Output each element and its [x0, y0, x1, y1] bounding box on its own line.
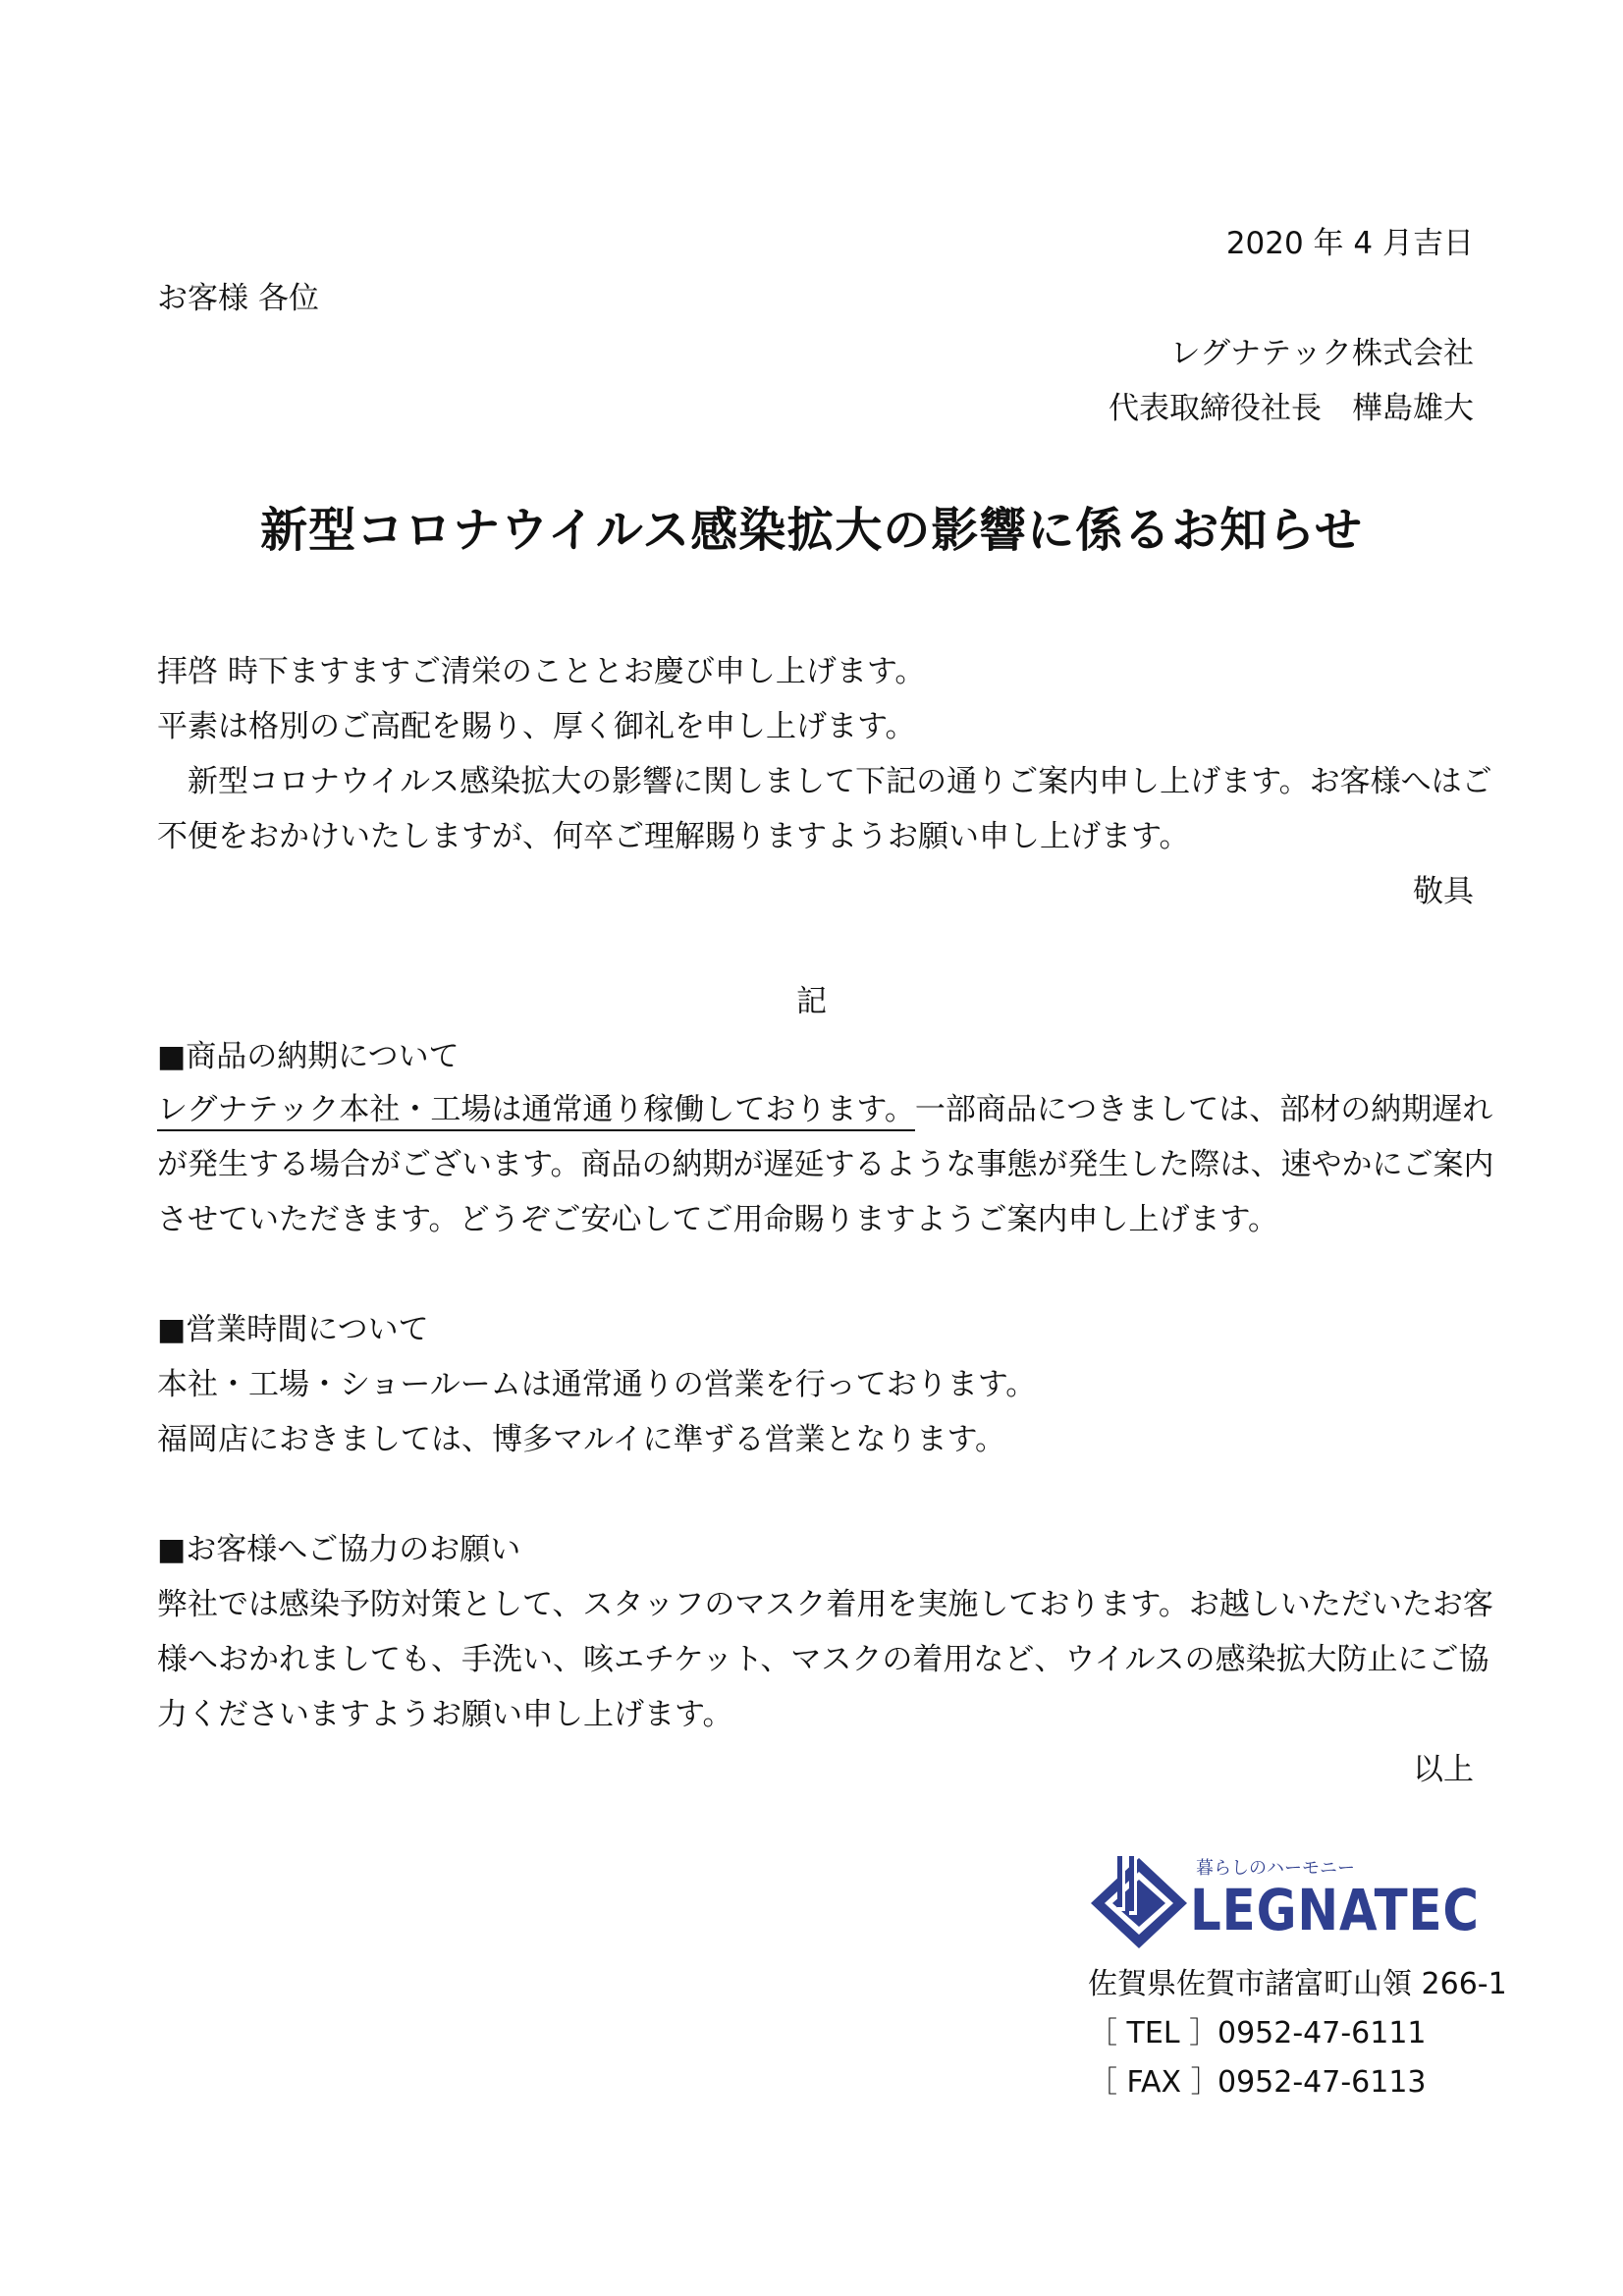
section-delivery-line-3: させていただきます。どうぞご安心してご用命賜りますようご案内申し上げます。 — [157, 1202, 1279, 1237]
fax-line — [1088, 2064, 1427, 2102]
logo-wordmark: LEGNATEC — [1190, 1877, 1480, 1943]
section-request-line-3: 力くださいますようお願い申し上げます。 — [157, 1697, 733, 1732]
section-delivery-line-1 — [157, 1090, 1492, 1129]
fax-label: ［ FAX ］ — [1088, 2065, 1220, 2100]
section-hours-line-2: 福岡店におきましては、博多マルイに準ずる営業となります。 — [157, 1422, 1005, 1457]
section-heading-hours: ■営業時間について — [157, 1312, 429, 1347]
company-address: 佐賀県佐賀市諸富町山領 266-1 — [1088, 1967, 1507, 2001]
greeting-closing: 敬具 — [1413, 874, 1474, 909]
tel-number: 0952-47-6111 — [1217, 2016, 1427, 2050]
document-date: 2020 年 4 月吉日 — [1225, 226, 1474, 261]
logo-diamond-icon — [1085, 1854, 1193, 1952]
greeting-line-1: 拝啓 時下ますますご清栄のこととお慶び申し上げます。 — [157, 654, 926, 689]
statement-continuation: 一部商品につきましては、部材の納期遅れ — [914, 1092, 1493, 1127]
tel-label: ［ TEL ］ — [1088, 2016, 1219, 2050]
representative: 代表取締役社長 樺島雄大 — [1109, 391, 1474, 426]
recipient: お客様 各位 — [157, 281, 319, 316]
section-delivery-line-2: が発生する場合がございます。商品の納期が遅延するような事態が発生した際は、速やかにご案内 — [157, 1147, 1494, 1182]
greeting-line-2: 平素は格別のご高配を賜り、厚く御礼を申し上げます。 — [157, 709, 916, 744]
section-request-line-2: 様へおかれましても、手洗い、咳エチケット、マスクの着用など、ウイルスの感染拡大防止にご協 — [157, 1642, 1489, 1677]
section-request-line-1: 弊社では感染予防対策として、スタッフのマスク着用を実施しております。お越しいただいたお客 — [157, 1587, 1493, 1622]
tel-line — [1088, 2015, 1427, 2052]
end-mark: 以上 — [1413, 1752, 1474, 1787]
greeting-line-4: 不便をおかけいたしますが、何卒ご理解賜りますようお願い申し上げます。 — [157, 819, 1190, 854]
fax-number: 0952-47-6113 — [1217, 2065, 1427, 2100]
greeting-line-3: 新型コロナウイルス感染拡大の影響に関しまして下記の通りご案内申し上げます。お客様へはご — [157, 764, 1492, 799]
page-title: 新型コロナウイルス感染拡大の影響に係るお知らせ — [260, 503, 1363, 558]
section-hours-line-1: 本社・工場・ショールームは通常通りの営業を行っております。 — [157, 1367, 1037, 1402]
ki-heading: 記 — [796, 984, 827, 1019]
section-heading-request: ■お客様へご協力のお願い — [157, 1532, 521, 1567]
company-name: レグナテック株式会社 — [1169, 336, 1474, 371]
logo-tagline: 暮らしのハーモニー — [1196, 1858, 1355, 1879]
section-heading-delivery: ■商品の納期について — [157, 1039, 460, 1074]
underlined-statement: レグナテック本社・工場は通常通り稼働しております。 — [157, 1092, 915, 1131]
